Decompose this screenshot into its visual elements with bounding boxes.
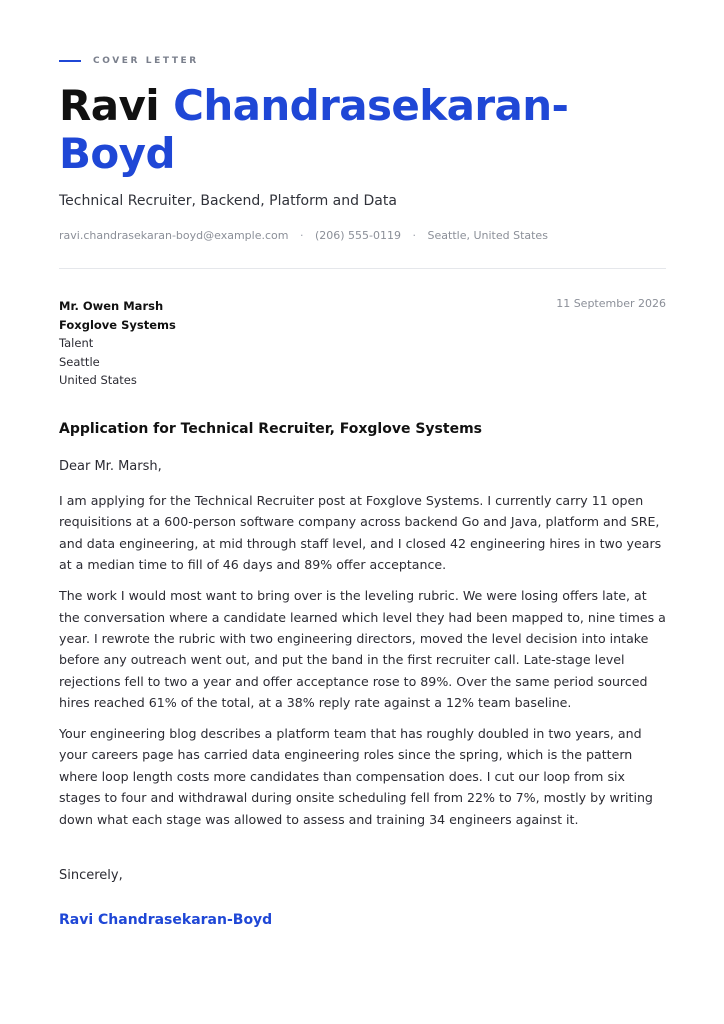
recipient-company: Foxglove Systems: [59, 317, 176, 332]
header-divider: [59, 268, 666, 269]
eyebrow: [59, 56, 199, 66]
eyebrow-label: COVER LETTER: [93, 56, 199, 66]
applicant-name: [59, 82, 659, 178]
applicant-role: Technical Recruiter, Backend, Platform and Data: [59, 193, 397, 209]
recipient-city: Seattle: [59, 354, 100, 369]
contact-location: Seattle, United States: [427, 229, 548, 242]
recipient-department: Talent: [59, 336, 94, 350]
recipient-block: [59, 297, 176, 390]
body-paragraph: The work I would most want to bring over is the leveling rubric. We were losing offers late, at the conversation where a candidate learned which level they had been mapped to, nine times a year. I rewrote the rubric with two engineering directors, moved the level decision into intake before any outreach went out, and put the band in the first recruiter call. Late-stage level rejections fell to two a year and offer acceptance rose to 89%. Over the same period sourced hires reached 61% of the total, at a 38% reply rate against a 12% team baseline.: [59, 588, 666, 711]
letter-date: 11 September 2026: [556, 297, 666, 310]
applicant-first-name: Ravi: [59, 81, 160, 130]
contact-phone: (206) 555-0119: [314, 229, 402, 242]
salutation: Dear Mr. Marsh,: [59, 459, 162, 474]
body-paragraph: I am applying for the Technical Recruiter post at Foxglove Systems. I currently carry 11 open requisitions at a 600-person software company across backend Go and Java, platform and SRE, and data engineering, at mid through staff level, and I closed 42 engineering hires in two years at a median time to fill of 46 days and 89% offer acceptance.: [59, 493, 662, 573]
eyebrow-rule: [59, 60, 81, 62]
contact-line: [59, 229, 548, 242]
letter-body: [59, 490, 666, 840]
contact-separator: ·: [299, 229, 304, 242]
recipient-country: United States: [59, 373, 137, 387]
contact-separator: ·: [412, 229, 417, 242]
contact-email: ravi.chandrasekaran-boyd@example.com: [59, 229, 289, 242]
applicant-last-name: Chandrasekaran-Boyd: [59, 81, 569, 178]
recipient-name: Mr. Owen Marsh: [59, 299, 164, 313]
body-paragraph: Your engineering blog describes a platform team that has roughly doubled in two years, and your careers page has carried data engineering roles since the spring, which is the pattern where loop length costs more candidates than compensation does. I cut our loop from six stages to four and withdrawal during onsite scheduling fell from 22% to 7%, mostly by writing down what each stage was allowed to assess and training 34 engineers against it.: [59, 726, 653, 827]
letter-subject: Application for Technical Recruiter, Foxglove Systems: [59, 421, 482, 437]
closing: Sincerely,: [59, 868, 123, 883]
signature: Ravi Chandrasekaran-Boyd: [59, 912, 273, 928]
